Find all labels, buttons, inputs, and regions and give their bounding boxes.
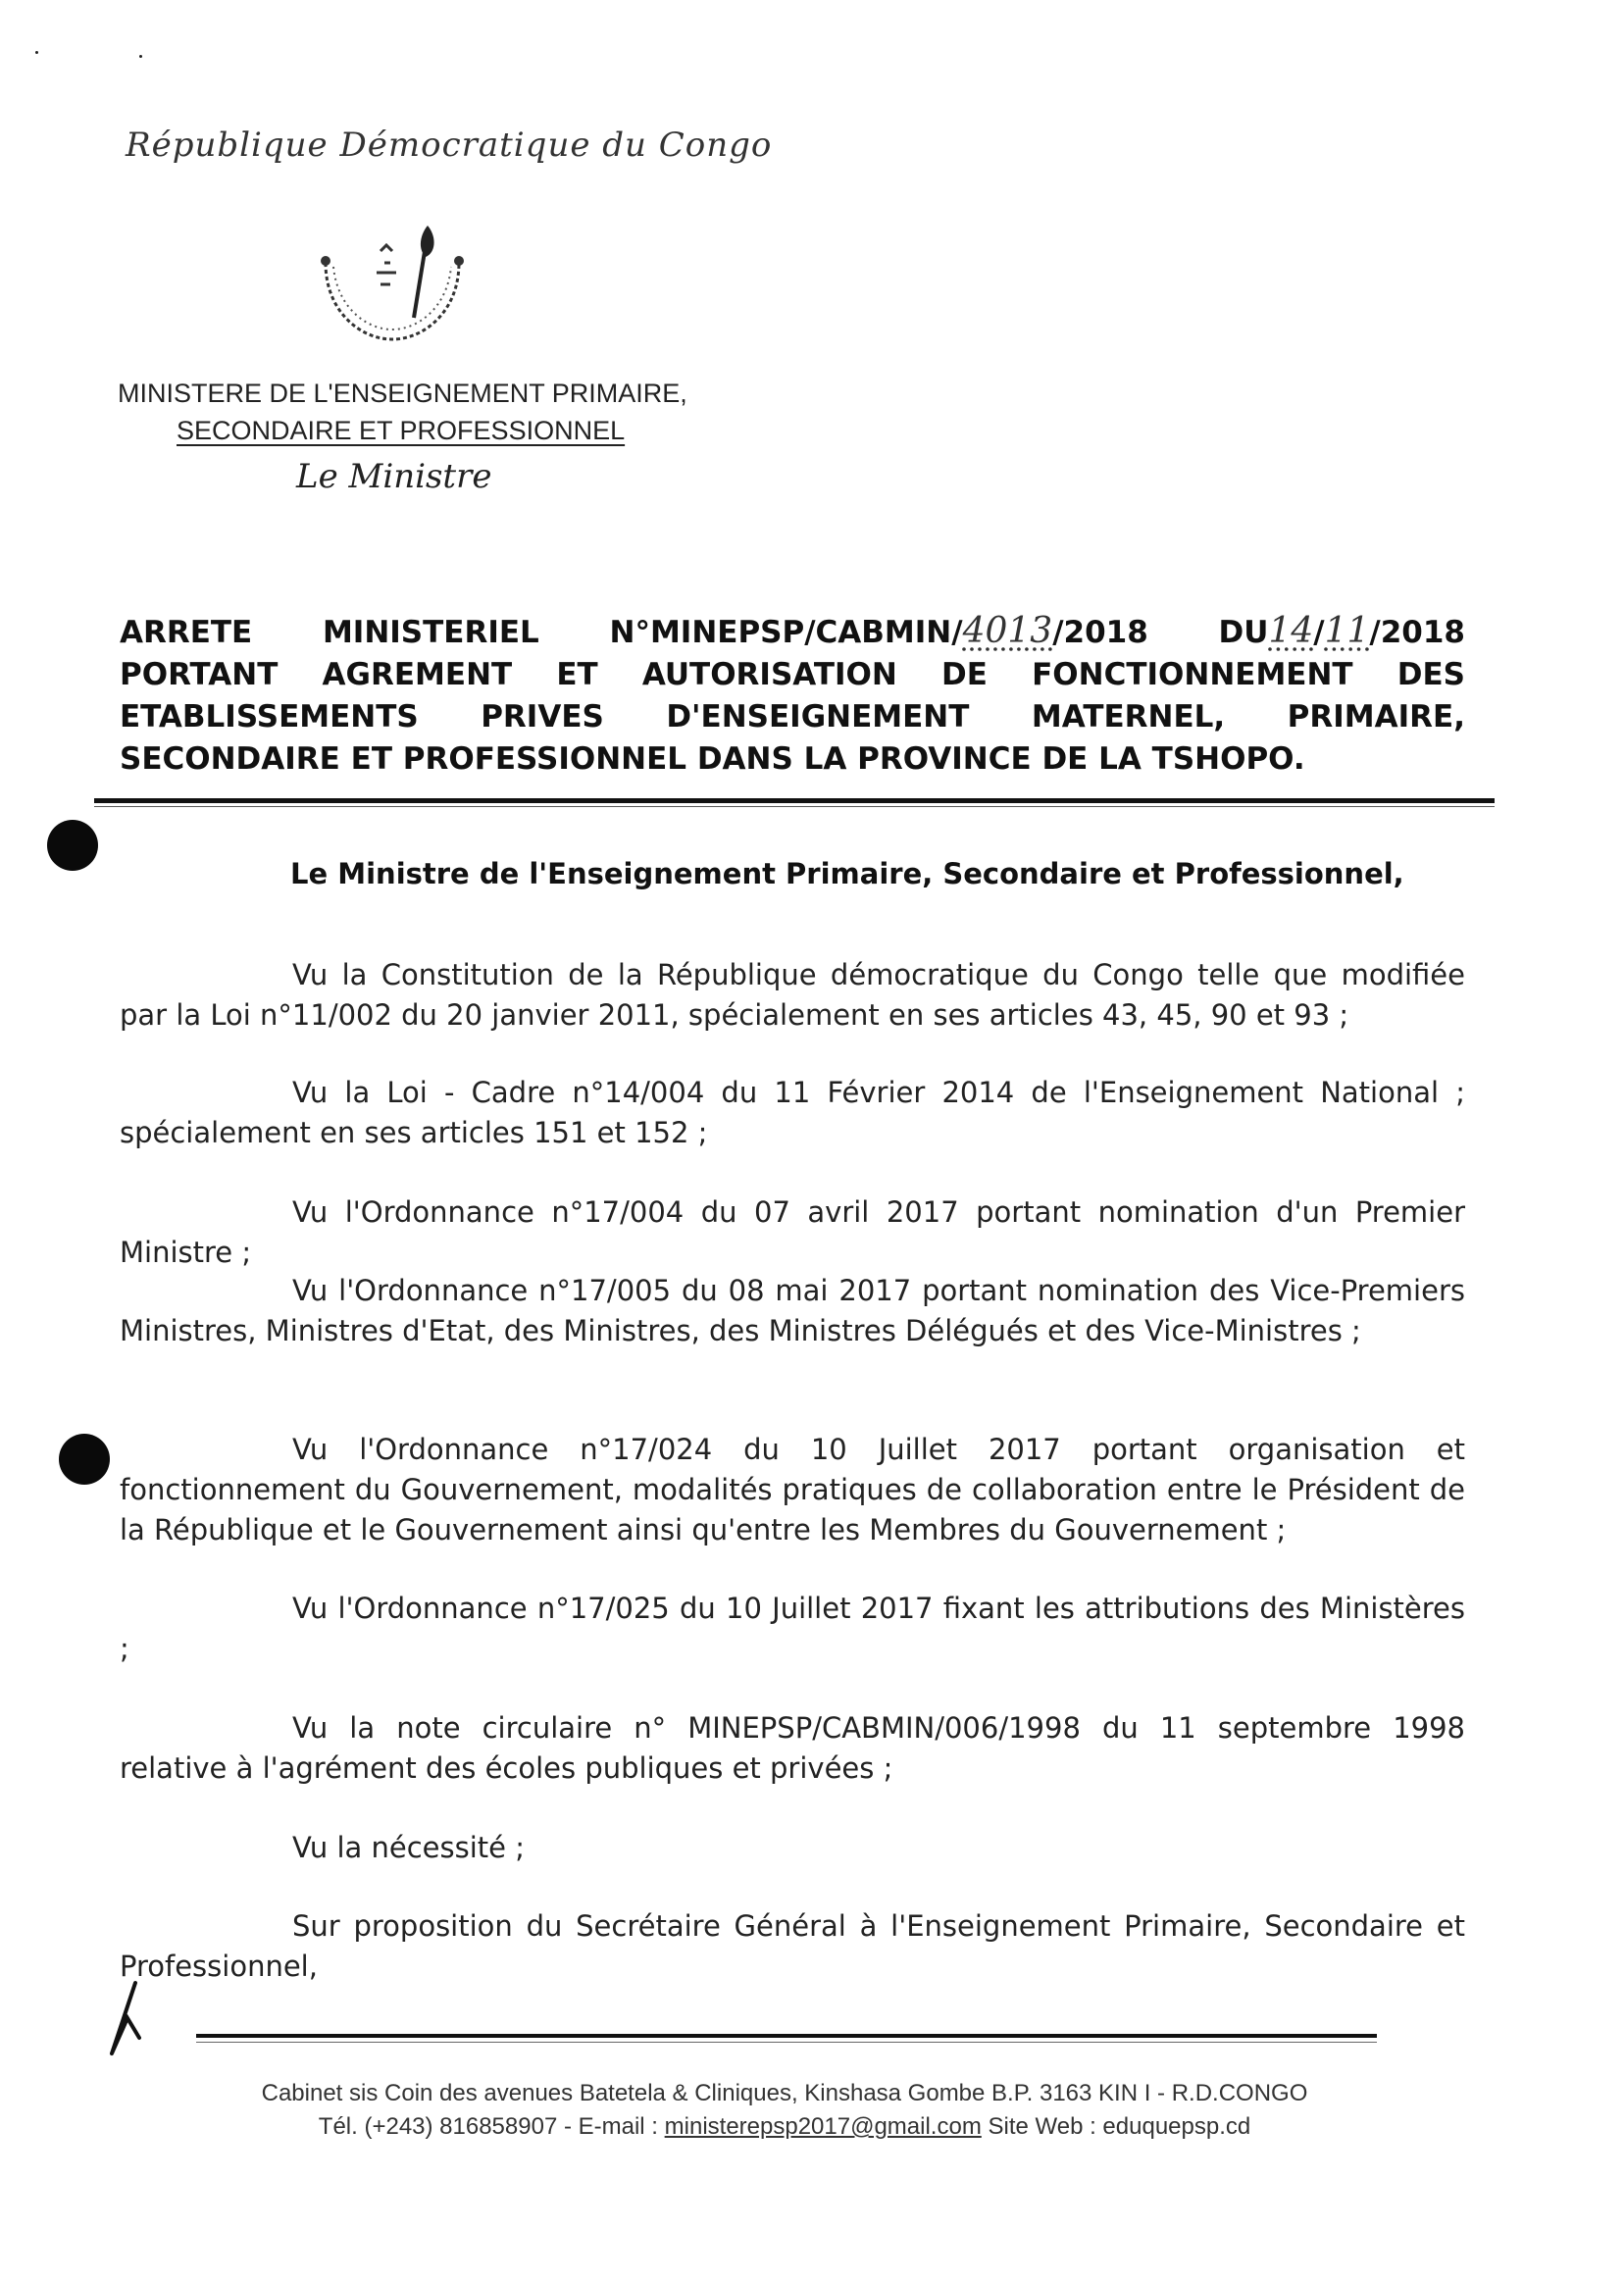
- scan-speck: [35, 51, 38, 54]
- decree-month: 11: [1324, 611, 1370, 651]
- paragraph-text: Vu la note circulaire n° MINEPSP/CABMIN/006/1998 du 11 septembre 1998 relative à l'agrément des écoles publiques et privées ;: [120, 1711, 1465, 1785]
- footer-phone: Tél. (+243) 816858907 - E-mail :: [318, 2113, 665, 2140]
- footer-divider: [196, 2034, 1377, 2038]
- ministry-line1: MINISTERE DE L'ENSEIGNEMENT PRIMAIRE,: [118, 379, 687, 408]
- footer-contact-line: [177, 2110, 1393, 2144]
- footer-divider: [196, 2042, 1377, 2043]
- divider: [94, 806, 1495, 807]
- republic-header: République Démocratique du Congo: [126, 126, 773, 165]
- footer-contact: [177, 2077, 1393, 2144]
- ministry-line2: SECONDAIRE ET PROFESSIONNEL: [177, 416, 626, 445]
- paragraph: [120, 1073, 1465, 1153]
- decree-year-du: /2018 DU: [1052, 615, 1269, 650]
- footer-website: Site Web : eduquepsp.cd: [981, 2113, 1251, 2140]
- punch-hole: [59, 1434, 110, 1485]
- paragraph-text: Vu l'Ordonnance n°17/025 du 10 Juillet 2017 fixant les attributions des Ministères ;: [120, 1592, 1465, 1665]
- decree-year: /2018: [1369, 615, 1465, 650]
- decree-title-line3: ETABLISSEMENTS PRIVES D'ENSEIGNEMENT MATERNEL, PRIMAIRE,: [120, 699, 1465, 735]
- paragraph-text: Vu la Constitution de la République démocratique du Congo telle que modifiée par la Loi n°11/002 du 20 janvier 2011, spécialement en ses articles 43, 45, 90 et 93 ;: [120, 958, 1465, 1032]
- footer-address: Cabinet sis Coin des avenues Batetela & Cliniques, Kinshasa Gombe B.P. 3163 KIN I - R.D.CONGO: [261, 2080, 1308, 2106]
- paragraph-text: Sur proposition du Secrétaire Général à l'Enseignement Primaire, Secondaire et Professionnel,: [120, 1909, 1465, 1983]
- ministry-name: [118, 375, 745, 449]
- scan-speck: [139, 55, 142, 58]
- footer-email-link[interactable]: ministerepsp2017@gmail.com: [664, 2113, 982, 2140]
- paragraph: [120, 1271, 1465, 1351]
- punch-hole: [47, 820, 98, 871]
- paragraph: [120, 1906, 1465, 1987]
- decree-title: [120, 610, 1465, 781]
- decree-day: 14: [1268, 611, 1314, 651]
- minister-heading: Le Ministre de l'Enseignement Primaire, Secondaire et Professionnel,: [290, 857, 1404, 890]
- paragraph-text: Vu l'Ordonnance n°17/005 du 08 mai 2017 portant nomination des Vice-Premiers Ministres, Ministres d'Etat, des Ministres, des Ministres Délégués et des Vice-Ministres ;: [120, 1274, 1465, 1347]
- paragraph: [120, 1708, 1465, 1789]
- coat-of-arms-icon: [312, 224, 471, 349]
- paragraph: [120, 1589, 1465, 1669]
- paragraph: [120, 1430, 1465, 1550]
- decree-title-line2: PORTANT AGREMENT ET AUTORISATION DE FONCTIONNEMENT DES: [120, 657, 1465, 692]
- paragraph-text: Vu la Loi - Cadre n°14/004 du 11 Février 2014 de l'Enseignement National ; spécialement en ses articles 151 et 152 ;: [120, 1076, 1465, 1149]
- paragraph: [120, 1828, 1465, 1868]
- date-separator: /: [1313, 615, 1325, 650]
- paragraph-text: Vu l'Ordonnance n°17/004 du 07 avril 2017 portant nomination d'un Premier Ministre ;: [120, 1195, 1465, 1269]
- paragraph-text: Vu la nécessité ;: [292, 1831, 525, 1864]
- paragraph: [120, 1192, 1465, 1273]
- handwritten-initial-mark: [106, 1979, 145, 2057]
- decree-ref-prefix: ARRETE MINISTERIEL N°MINEPSP/CABMIN/: [120, 615, 963, 650]
- office-title: Le Ministre: [296, 457, 492, 496]
- paragraph-text: Vu l'Ordonnance n°17/024 du 10 Juillet 2017 portant organisation et fonctionnement du Gouvernement, modalités pratiques de collaboration entre le Président de la République et le Gouvernement ainsi qu'entre les Membres du Gouvernement ;: [120, 1433, 1465, 1546]
- divider: [94, 798, 1495, 803]
- decree-number: 4013: [962, 611, 1053, 651]
- paragraph: [120, 955, 1465, 1036]
- decree-title-line4: SECONDAIRE ET PROFESSIONNEL DANS LA PROVINCE DE LA TSHOPO.: [120, 741, 1305, 777]
- decree-title-line1: [120, 610, 1465, 654]
